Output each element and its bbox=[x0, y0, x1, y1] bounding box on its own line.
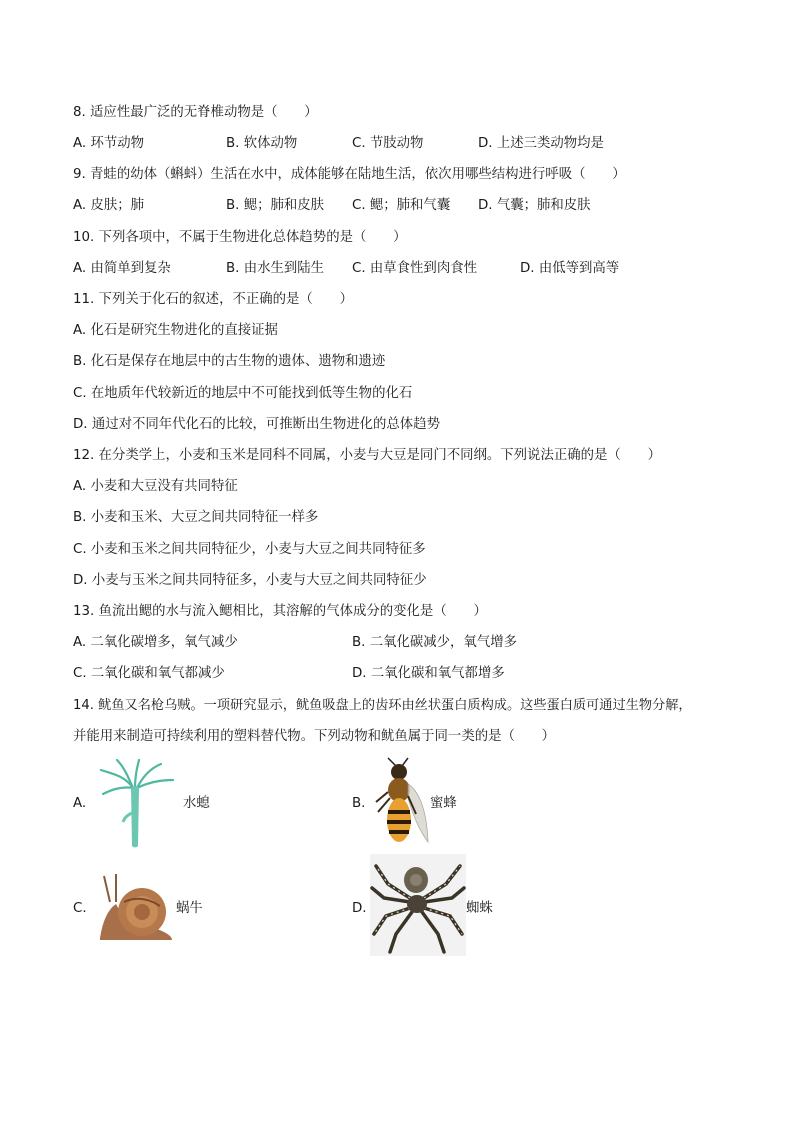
q9-option-a: A. 皮肤；肺 bbox=[73, 198, 144, 213]
q9-option-c: C. 鳃；肺和气囊 bbox=[352, 198, 451, 213]
q14-option-c: C. bbox=[73, 901, 87, 916]
q10-option-b: B. 由水生到陆生 bbox=[226, 261, 325, 276]
q10-option-c: C. 由草食性到肉食性 bbox=[352, 261, 477, 276]
q13-option-a: A. 二氧化碳增多，氧气减少 bbox=[73, 635, 238, 650]
question-12-stem: 12. 在分类学上，小麦和玉米是同科不同属，小麦与大豆是同门不同纲。下列说法正确的是（ ） bbox=[73, 448, 661, 463]
q13-option-b: B. 二氧化碳减少，氧气增多 bbox=[352, 635, 517, 650]
snail-label: 蜗牛 bbox=[176, 901, 203, 916]
q12-option-d: D. 小麦与玉米之间共同特征多，小麦与大豆之间共同特征少 bbox=[73, 573, 427, 588]
hydra-image bbox=[95, 758, 177, 850]
q8-option-b: B. 软体动物 bbox=[226, 136, 298, 151]
q14-option-b: B. bbox=[352, 796, 366, 811]
question-8-stem: 8. 适应性最广泛的无脊椎动物是（ ） bbox=[73, 105, 318, 120]
snail-image bbox=[94, 872, 174, 944]
question-14-stem-continued: 并能用来制造可持续利用的塑料替代物。下列动物和鱿鱼属于同一类的是（ ） bbox=[73, 729, 556, 744]
q8-option-a: A. 环节动物 bbox=[73, 136, 144, 151]
question-9-stem: 9. 青蛙的幼体（蝌蚪）生活在水中，成体能够在陆地生活，依次用哪些结构进行呼吸（ ） bbox=[73, 167, 626, 182]
q11-option-c: C. 在地质年代较新近的地层中不可能找到低等生物的化石 bbox=[73, 386, 413, 401]
bee-image bbox=[372, 756, 430, 848]
q9-option-b: B. 鳃；肺和皮肤 bbox=[226, 198, 325, 213]
q11-option-d: D. 通过对不同年代化石的比较，可推断出生物进化的总体趋势 bbox=[73, 417, 440, 432]
q8-option-d: D. 上述三类动物均是 bbox=[478, 136, 604, 151]
question-10-stem: 10. 下列各项中，不属于生物进化总体趋势的是（ ） bbox=[73, 230, 407, 245]
q10-option-a: A. 由简单到复杂 bbox=[73, 261, 171, 276]
q14-option-d: D. bbox=[352, 901, 367, 916]
q10-option-d: D. 由低等到高等 bbox=[520, 261, 620, 276]
q8-option-c: C. 节肢动物 bbox=[352, 136, 424, 151]
q11-option-b: B. 化石是保存在地层中的古生物的遗体、遗物和遗迹 bbox=[73, 354, 386, 369]
q12-option-b: B. 小麦和玉米、大豆之间共同特征一样多 bbox=[73, 510, 319, 525]
q14-option-a: A. bbox=[73, 796, 87, 811]
q12-option-a: A. 小麦和大豆没有共同特征 bbox=[73, 479, 238, 494]
question-13-stem: 13. 鱼流出鳃的水与流入鳃相比，其溶解的气体成分的变化是（ ） bbox=[73, 604, 487, 619]
question-11-stem: 11. 下列关于化石的叙述，不正确的是（ ） bbox=[73, 292, 353, 307]
question-14-stem: 14. 鱿鱼又名枪乌贼。一项研究显示，鱿鱼吸盘上的齿环由丝状蛋白质构成。这些蛋白质可通过生物分解， bbox=[73, 698, 692, 713]
q9-option-d: D. 气囊；肺和皮肤 bbox=[478, 198, 591, 213]
spider-label: 蜘蛛 bbox=[466, 901, 493, 916]
q13-option-c: C. 二氧化碳和氧气都减少 bbox=[73, 666, 225, 681]
q11-option-a: A. 化石是研究生物进化的直接证据 bbox=[73, 323, 278, 338]
spider-image bbox=[370, 854, 466, 956]
hydra-label: 水螅 bbox=[183, 796, 210, 811]
bee-label: 蜜蜂 bbox=[430, 796, 457, 811]
q13-option-d: D. 二氧化碳和氧气都增多 bbox=[352, 666, 505, 681]
q12-option-c: C. 小麦和玉米之间共同特征少，小麦与大豆之间共同特征多 bbox=[73, 542, 426, 557]
